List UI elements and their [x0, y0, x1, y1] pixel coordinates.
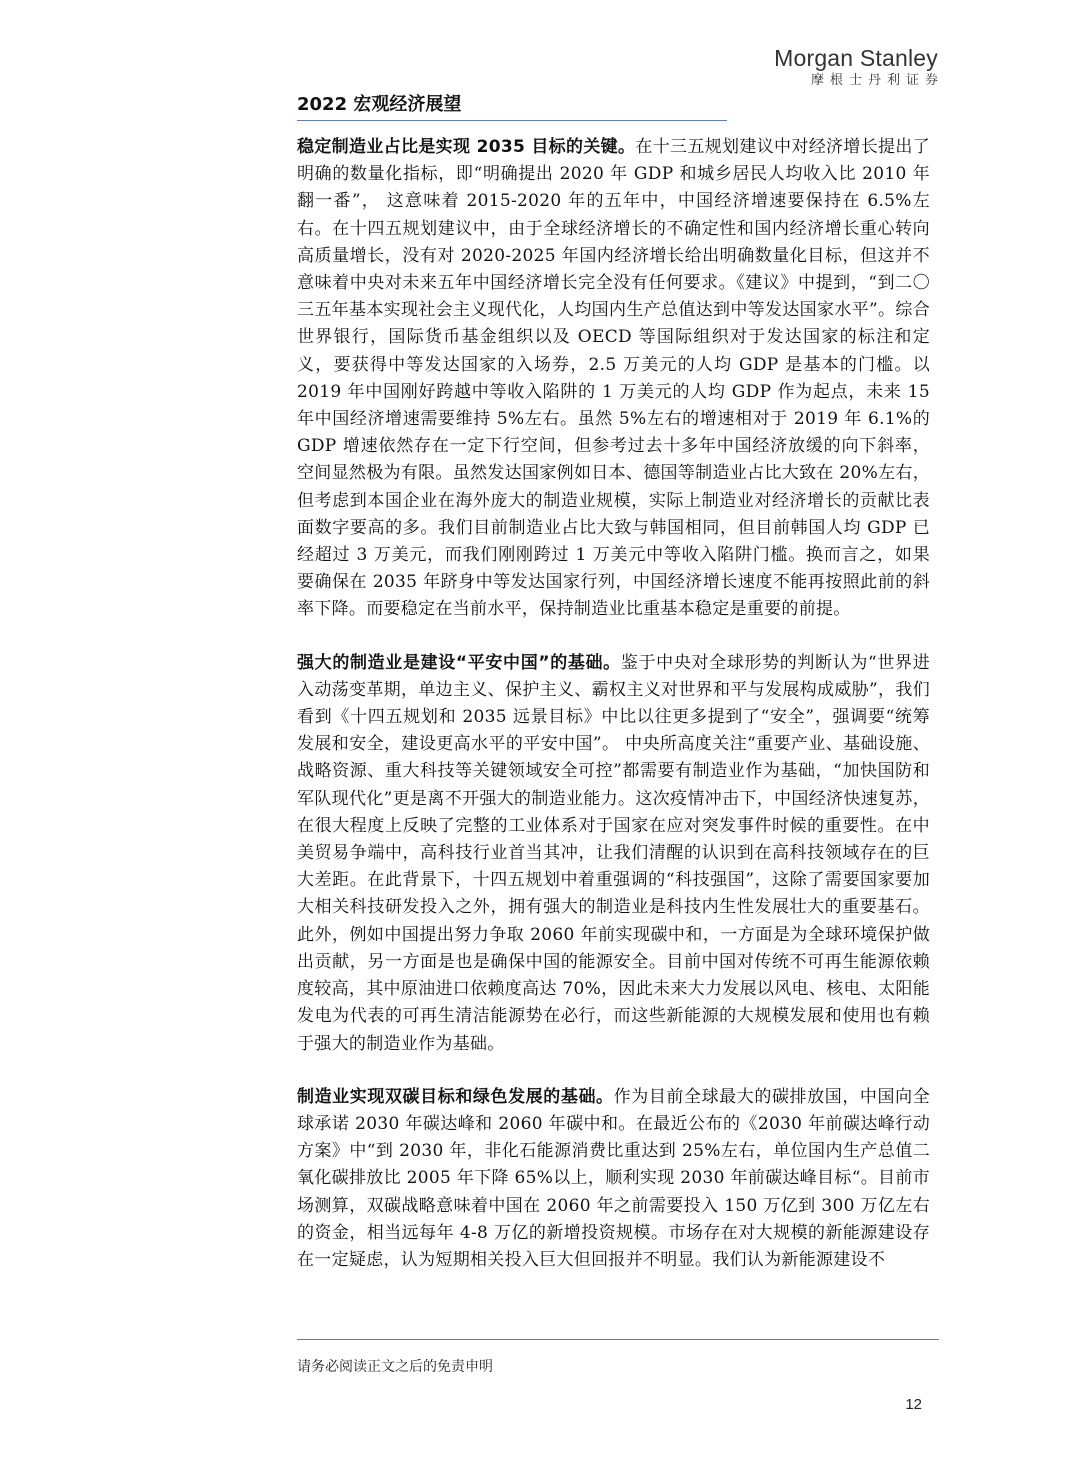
logo-english: Morgan Stanley — [774, 45, 938, 71]
disclaimer-text: 请务必阅读正文之后的免责申明 — [297, 1359, 493, 1375]
page-number: 12 — [905, 1396, 922, 1413]
brand-logo — [774, 44, 944, 90]
report-title: 2022 宏观经济展望 — [297, 94, 462, 115]
paragraph-lead: 强大的制造业是建设“平安中国”的基础。 — [297, 652, 621, 673]
paragraph-text: 鉴于中央对全球形势的判断认为“世界进入动荡变革期，单边主义、保护主义、霸权主义对世界和平与发展构成威胁”，我们看到《十四五规划和 2035 远景目标》中比以往更多提到了“安全”，强调要“统筹发展和安全，建设更高水平的平安中国”。 中央所高度关注“重要产业、基础设施、战略资源、重大科技等关键领域安全可控”都需要有制造业作为基础，“加快国防和军队现代化”更是离不开强大的制造业能力。这次疫情冲击下，中国经济快速复苏，在很大程度上反映了完整的工业体系对于国家在应对突发事件时候的重要性。在中美贸易争端中，高科技行业首当其冲，让我们清醒的认识到在高科技领域存在的巨大差距。在此背景下，十四五规划中着重强调的“科技强国”，这除了需要国家要加大相关科技研发投入之外，拥有强大的制造业是科技内生性发展壮大的重要基石。此外，例如中国提出努力争取 2060 年前实现碳中和，一方面是为全球环境保护做出贡献，另一方面是也是确保中国的能源安全。目前中国对传统不可再生能源依赖度较高，其中原油进口依赖度高达 70%，因此未来大力发展以风电、核电、太阳能发电为代表的可再生清洁能源势在必行，而这些新能源的大规模发展和使用也有赖于强大的制造业作为基础。 — [297, 652, 931, 1054]
footer-divider — [297, 1339, 939, 1340]
paragraph-safe-china — [297, 650, 930, 1058]
article-body — [297, 134, 930, 1300]
paragraph-dual-carbon — [297, 1084, 930, 1274]
logo-chinese: 摩根士丹利证券 — [810, 73, 944, 88]
header-divider — [297, 120, 727, 121]
paragraph-text: 作为目前全球最大的碳排放国，中国向全球承诺 2030 年碳达峰和 2060 年碳中和。在最近公布的《2030 年前碳达峰行动方案》中“到 2030 年，非化石能源消费比重达到 25%左右，单位国内生产总值二氧化碳排放比 2005 年下降 65%以上，顺利实现 2030 年前碳达峰目标“。目前市场测算，双碳战略意味着中国在 2060 年之前需要投入 150 万亿到 300 万亿左右的资金，相当远每年 4-8 万亿的新增投资规模。市场存在对大规模的新能源建设存在一定疑虑，认为短期相关投入巨大但回报并不明显。我们认为新能源建设不 — [297, 1086, 930, 1270]
paragraph-lead: 制造业实现双碳目标和绿色发展的基础。 — [297, 1086, 614, 1107]
paragraph-lead: 稳定制造业占比是实现 2035 目标的关键。 — [297, 137, 636, 157]
paragraph-text: 在十三五规划建议中对经济增长提出了明确的数量化指标，即“明确提出 2020 年 GDP 和城乡居民人均收入比 2010 年翻一番”， 这意味着 2015-2020 年的五年中，中国经济增速要保持在 6.5%左右。在十四五规划建议中，由于全球经济增长的不确定性和国内经济增长重心转向高质量增长，没有对 2020-2025 年国内经济增长给出明确数量化目标，但这并不意味着中央对未来五年中国经济增长完全没有任何要求。《建议》中提到，“到二〇三五年基本实现社会主义现代化，人均国内生产总值达到中等发达国家水平”。综合世界银行，国际货币基金组织以及 OECD 等国际组织对于发达国家的标注和定义，要获得中等发达国家的入场券，2.5 万美元的人均 GDP 是基本的门槛。以 2019 年中国刚好跨越中等收入陷阱的 1 万美元的人均 GDP 作为起点，未来 15 年中国经济增速需要维持 5%左右。虽然 5%左右的增速相对于 2019 年 6.1%的 GDP 增速依然存在一定下行空间，但参考过去十多年中国经济放缓的向下斜率，空间显然极为有限。虽然发达国家例如日本、德国等制造业占比大致在 20%左右，但考虑到本国企业在海外庞大的制造业规模，实际上制造业对经济增长的贡献比表面数字要高的多。我们目前制造业占比大致与韩国相同，但目前韩国人均 GDP 已经超过 3 万美元，而我们刚刚跨过 1 万美元中等收入陷阱门槛。换而言之，如果要确保在 2035 年跻身中等发达国家行列，中国经济增长速度不能再按照此前的斜率下降。而要稳定在当前水平，保持制造业比重基本稳定是重要的前提。 — [297, 137, 930, 620]
paragraph-manufacturing-share — [297, 134, 930, 624]
